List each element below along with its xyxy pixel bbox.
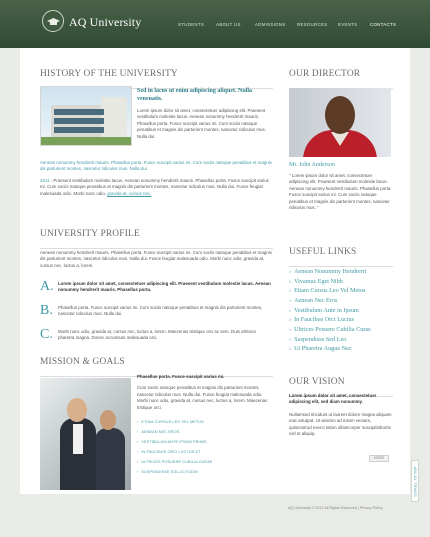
scroll-to-top-label: SCROLL TO TOP [413, 466, 418, 497]
right-column [289, 68, 393, 460]
vision-content [289, 393, 393, 437]
vision-paragraph: Nullamsed tincidunt ut laoreet dolore magna aliquam erat volutpat. Ut wisinim ad minim veniam, quisnostrud exerci tation ullamcorper suscipitlobortis nisl ut aliquip. [289, 411, 392, 436]
history-lead: Sed in lacus ut enim adipiscing aliquet. Nulla venenatis. [137, 88, 253, 102]
main-nav [0, 22, 430, 32]
site-logo-text[interactable]: AQ University [69, 15, 142, 29]
history-paragraph: Lorem ipsum dolor sit amet, consectetuer adipiscing elit. Praesent vestibulum molestie lacus. Aenean nonummy hendrerit mauris. Phasellus porta. Fusce suscipit varius mi. Cum sociis natoque penatibus et magnis dis parturient montes, nascetur ridiculus mus. Nulla dui. [137, 108, 266, 139]
mission-list-item[interactable]: › AENEAN NEC EROS [137, 427, 273, 437]
history-title: HISTORY OF THE UNIVERSITY [40, 69, 178, 79]
mission-content [137, 374, 273, 477]
nav-item-students[interactable]: STUDENTS [178, 22, 205, 27]
profile-title: UNIVERSITY PROFILE [40, 229, 140, 239]
mission-list-item[interactable]: › ULTRICES POSUERE CUBILIA CURAE [137, 457, 273, 467]
history-intro [137, 88, 273, 140]
useful-link[interactable]: › Ultrices Posuere Cubilia Curae [289, 325, 393, 335]
campus-building-image [40, 86, 132, 146]
nav-item-about-us[interactable]: ABOUT US [216, 22, 241, 27]
profile-heading [40, 228, 273, 249]
director-photo [289, 88, 391, 157]
useful-link[interactable]: › Ut Pharetra Augue Nec [289, 344, 393, 354]
links-title: USEFUL LINKS [289, 247, 357, 257]
director-title: OUR DIRECTOR [289, 69, 361, 79]
mission-title: MISSION & GOALS [40, 357, 125, 367]
history-more-text [40, 160, 273, 197]
profile-item-letter: C. [40, 327, 53, 342]
profile-item-text: Phasellus porta. Fusce suscipit varius mi. Cum sociis natoque penatibus et magnis dis parturient montes, nascetur ridiculus mus. Nulla dui. [58, 305, 263, 317]
history-inline-link[interactable]: gravida at, cursus nec. [107, 190, 152, 196]
footer [0, 506, 430, 518]
director-name: Mr. John Anderson [289, 162, 335, 168]
mission-list [137, 417, 273, 477]
nav-item-resources[interactable]: RESOURCES [297, 22, 328, 27]
profile-item-text: Lorem ipsum dolor sit amet, consectetuer adipiscing elit. Praesent vestibulum molestie lacus. Aenean nonummy hendrerit mauris. Phasellus porta. [58, 281, 271, 293]
mission-list-item[interactable]: › IN FAUCIBUS ORCI LUCTUS ET [137, 447, 273, 457]
students-image [40, 378, 131, 490]
nav-item-contacts[interactable]: CONTACTS [370, 22, 397, 27]
profile-intro: Aenean nonummy hendrerit mauris. Phasellus porta. Fusce suscipit varius mi. Cum sociis natoque penatibus et magnis dis parturient montes, nascetur ridiculus mus. Nulla dui. Fusce feugiat malesuada odio. Morbi nunc odio, gravida at, cursus nec, luctus a, lorem. [40, 250, 272, 268]
profile-item-letter: A. [40, 279, 54, 294]
useful-link[interactable]: › In Faucibus Orci Luctus [289, 315, 393, 325]
mission-lead: Phasellus porta. Fusce suscipit varius mi. [137, 374, 225, 379]
content-panel [20, 48, 410, 494]
useful-link[interactable]: › Aenean Nec Eros [289, 296, 393, 306]
footer-text: AQ University © 2012 All Rights Reserved | Privacy Policy [288, 506, 383, 510]
useful-link[interactable]: › Suspendisse Sed Leo [289, 335, 393, 345]
useful-link[interactable]: › Aenean Nonummy Hendrerit [289, 267, 393, 277]
divider [40, 248, 273, 249]
left-column [40, 68, 273, 475]
useful-link[interactable]: › Etiam Cursus Leo Vel Metus [289, 286, 393, 296]
vision-lead: Lorem ipsum dolor sit amet, consectetuer adipiscing elit, sed diam nonummy. [289, 393, 377, 405]
mission-list-item[interactable]: › ETIAM CURSUS LEO VEL METUS [137, 417, 273, 427]
director-quote: " Lorem ipsum dolor sit amet, consectetuer adipiscing elit. Praesent vestibulum molestie lacus. Aenean nonummy hendrerit mauris. Phasellus porta. Fusce suscipit varius mi. Cum sociis natoque penatibus et magnis dis parturient montes, nascetur ridiculus mus. " [289, 173, 392, 210]
history-paragraph-2: - Praesent vestibulum molestie lacus. Aenean nonummy hendrerit mauris. Phasellus porta. Fusce suscipit varius mi. Cum sociis natoque penatibus et magnis dis parturient montes, nascetur ridiculus mus. Nulla dui. Fusce feugiat malesuada odio. Morbi nunc odio, [40, 177, 269, 196]
useful-link[interactable]: › Vestibulum Ante in Ipsum [289, 306, 393, 316]
vision-title: OUR VISION [289, 377, 345, 387]
mission-list-item[interactable]: › SUSPENDISSE SOLLICITUDIN [137, 467, 273, 477]
history-year: 2011 [40, 177, 50, 183]
mission-paragraph: Cum sociis natoque penatibus et magnis dis parturient montes, nascetur ridiculus mus. Nulla dui. Fusce feugiat malesuada odio. Morbi nunc odio, gravida at, cursus nec, luctus a, lorem. Maecenas tristique orci. [137, 385, 268, 410]
profile-item-letter: B. [40, 303, 53, 318]
links-heading [289, 246, 393, 267]
more-button[interactable]: MORE [369, 455, 389, 462]
nav-item-events[interactable]: EVENTS [338, 22, 358, 27]
mission-list-item[interactable]: › VESTIBULUM ANTE IPSUM PRIMIS [137, 437, 273, 447]
profile-item-text: Morbi nunc odio, gravida at, cursus nec, luctus a, lorem. Maecenas tristique orci ac sem. Duis ultricies pharetra magna. Donec accumsan malesuada orci. [58, 329, 256, 341]
useful-link[interactable]: › Vivamus Eget Nibh [289, 277, 393, 287]
history-link-paragraph[interactable]: Aenean nonummy hendrerit mauris. Phasellus porta. Fusce suscipit varius mi. Cum sociis natoque penatibus et magnis dis parturient montes, nascetur ridiculus mus. Nulla dui. [40, 160, 272, 172]
useful-links-list [289, 267, 393, 354]
nav-item-admissions[interactable]: ADMISSIONS [255, 22, 286, 27]
site-header [0, 0, 430, 48]
scroll-to-top-button[interactable] [411, 460, 419, 502]
